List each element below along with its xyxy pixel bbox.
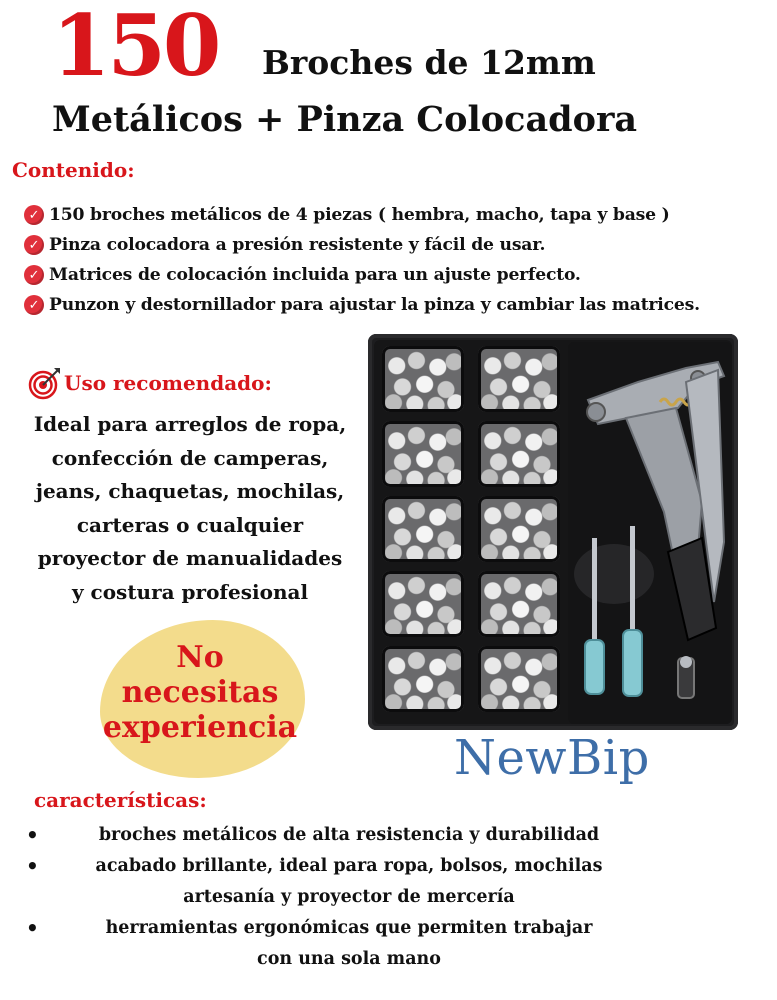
snap-compartment: [382, 571, 464, 637]
target-icon: [28, 366, 62, 400]
list-item-text: Pinza colocadora a presión resistente y fácil de usar.: [49, 235, 546, 255]
callout-line: experiencia: [102, 710, 298, 745]
list-item: [24, 260, 774, 290]
snap-compartment: [478, 421, 560, 487]
list-item-text: 150 broches metálicos de 4 piezas ( hembra, macho, tapa y base ): [49, 205, 670, 225]
caracteristicas-heading: características:: [34, 788, 207, 812]
pliers-tool-illustration: [568, 342, 732, 724]
list-item: [24, 230, 774, 260]
bullet-dot: •: [26, 916, 39, 940]
brand-logo-text: NewBip: [454, 730, 650, 786]
uso-heading-row: [28, 366, 272, 400]
list-item: [24, 290, 774, 320]
snap-compartment: [478, 571, 560, 637]
uso-description: [12, 408, 368, 609]
list-item-text: acabado brillante, ideal para ropa, bolsos, mochilas: [95, 856, 603, 876]
contenido-heading: Contenido:: [12, 158, 135, 182]
contenido-list: [24, 200, 774, 320]
callout-line: necesitas: [121, 675, 279, 710]
list-item-text: con una sola mano: [257, 949, 441, 969]
product-photo: [368, 334, 738, 730]
list-item: [26, 851, 646, 913]
snap-compartment: [478, 496, 560, 562]
uso-line: proyector de manualidades: [37, 546, 343, 570]
uso-heading: Uso recomendado:: [64, 371, 272, 395]
snap-compartment: [478, 646, 560, 712]
uso-line: carteras o cualquier: [76, 512, 304, 537]
uso-line: jeans, chaquetas, mochilas,: [35, 479, 345, 503]
snap-compartment: [382, 646, 464, 712]
no-experience-callout: [55, 640, 345, 745]
uso-line: Ideal para arreglos de ropa,: [33, 412, 347, 436]
uso-line: confección de camperas,: [51, 445, 329, 470]
snap-compartment: [382, 421, 464, 487]
list-item-text: Punzon y destornillador para ajustar la pinza y cambiar las matrices.: [49, 295, 700, 315]
list-item-text: artesanía y proyector de mercería: [183, 887, 515, 907]
check-circle-icon: ✓: [24, 235, 44, 255]
bullet-dot: •: [26, 854, 39, 878]
list-item-text: Matrices de colocación incluida para un ajuste perfecto.: [49, 265, 581, 285]
list-item-text: herramientas ergonómicas que permiten trabajar: [105, 918, 593, 938]
snap-compartment: [382, 496, 464, 562]
bullet-dot: •: [26, 823, 39, 847]
uso-line: y costura profesional: [71, 579, 309, 604]
list-item: [24, 200, 774, 230]
list-item-text: broches metálicos de alta resistencia y durabilidad: [98, 825, 600, 845]
check-circle-icon: ✓: [24, 205, 44, 225]
title-line-2: Metálicos + Pinza Colocadora: [52, 99, 638, 140]
title-line-1: Broches de 12mm: [262, 43, 596, 82]
callout-line: No: [176, 640, 224, 675]
snap-compartment: [382, 346, 464, 412]
list-item: [26, 820, 646, 851]
title-quantity: 150: [52, 0, 219, 95]
snap-compartment: [478, 346, 560, 412]
caracteristicas-list: [26, 820, 646, 975]
list-item: [26, 913, 646, 975]
check-circle-icon: ✓: [24, 295, 44, 315]
check-circle-icon: ✓: [24, 265, 44, 285]
